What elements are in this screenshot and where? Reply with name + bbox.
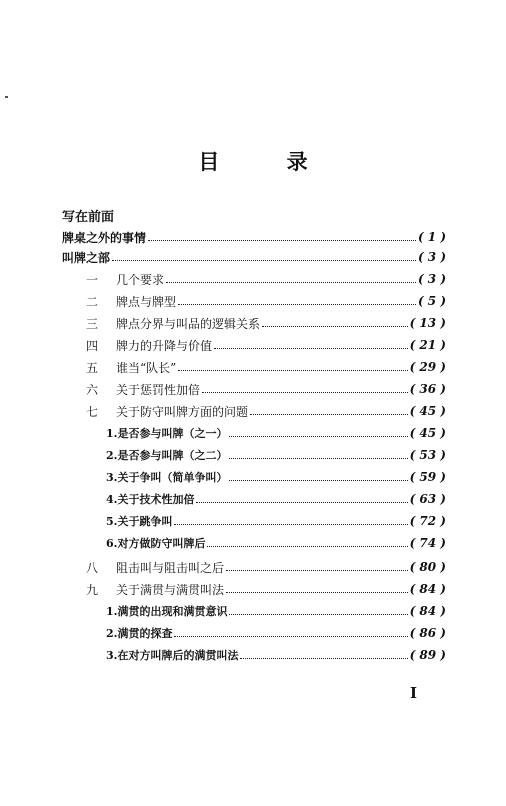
toc-subentry[interactable] xyxy=(106,468,446,486)
toc-page-number: ( 29 ) xyxy=(409,360,446,374)
toc-page-number: ( 5 ) xyxy=(417,294,446,308)
toc-entry-label: 牌力的升降与价值 xyxy=(116,338,213,353)
toc-entry[interactable] xyxy=(86,270,446,288)
toc-subentry[interactable] xyxy=(106,512,446,530)
toc-entry[interactable] xyxy=(86,580,446,598)
dot-leader xyxy=(178,304,416,305)
toc-entry[interactable] xyxy=(62,248,446,266)
toc-entry[interactable] xyxy=(86,558,446,576)
dot-leader xyxy=(174,524,407,525)
dot-leader xyxy=(207,546,407,547)
toc-page-number: ( 84 ) xyxy=(409,604,446,618)
toc-entry-label: 谁当“队长” xyxy=(116,360,177,375)
dot-leader xyxy=(229,480,407,481)
toc-entry-label: 几个要求 xyxy=(116,272,165,287)
page-marker: I xyxy=(410,684,418,702)
toc-entry-label: 1.满贯的出现和满贯意识 xyxy=(106,605,228,618)
dot-leader xyxy=(229,458,407,459)
toc-page-number: ( 45 ) xyxy=(409,404,446,418)
toc-entry-label: 1.是否参与叫牌（之一） xyxy=(106,427,228,440)
toc-entry-label: 关于满贯与满贯叫法 xyxy=(116,582,225,597)
toc-entry[interactable] xyxy=(86,336,446,354)
toc-entry-label: 6.对方做防守叫牌后 xyxy=(106,537,206,550)
page-title: 目 录 xyxy=(198,149,338,174)
dot-leader xyxy=(178,370,407,371)
toc-entry-label: 牌点分界与叫品的逻辑关系 xyxy=(116,316,261,331)
toc-page-number: ( 59 ) xyxy=(409,470,446,484)
toc-entry[interactable] xyxy=(86,314,446,332)
toc-page-number: ( 63 ) xyxy=(409,492,446,506)
toc-subentry[interactable] xyxy=(106,534,446,552)
toc-page-number: ( 86 ) xyxy=(409,626,446,640)
chapter-number: 九 xyxy=(86,582,99,597)
toc-entry-label: 阻击叫与阻击叫之后 xyxy=(116,560,225,575)
dot-leader xyxy=(240,658,407,659)
toc-entry[interactable] xyxy=(86,402,446,420)
toc-entry-label: 牌点与牌型 xyxy=(116,294,177,309)
chapter-number: 四 xyxy=(86,338,99,353)
dot-leader xyxy=(112,260,416,261)
toc-page-number: ( 21 ) xyxy=(409,338,446,352)
dot-leader xyxy=(148,240,416,241)
toc-subentry[interactable] xyxy=(106,490,446,508)
toc-entry-label: 5.关于跳争叫 xyxy=(106,515,173,528)
toc-subentry[interactable] xyxy=(106,624,446,642)
toc-page-number: ( 72 ) xyxy=(409,514,446,528)
toc-page-number: ( 3 ) xyxy=(417,272,446,286)
dot-leader xyxy=(166,282,416,283)
chapter-number: 二 xyxy=(86,294,99,309)
chapter-number: 七 xyxy=(86,404,99,419)
toc-subentry[interactable] xyxy=(106,646,446,664)
toc-page-number: ( 36 ) xyxy=(409,382,446,396)
toc-entry[interactable] xyxy=(62,228,446,246)
chapter-number: 三 xyxy=(86,316,99,331)
toc-entry-label: 4.关于技术性加倍 xyxy=(106,493,195,506)
toc-entry-label: 关于防守叫牌方面的问题 xyxy=(116,404,249,419)
chapter-number: 五 xyxy=(86,360,99,375)
dot-leader xyxy=(226,570,408,571)
toc-subentry[interactable] xyxy=(106,602,446,620)
dot-leader xyxy=(196,502,407,503)
dot-leader xyxy=(226,592,408,593)
toc-entry-label: 关于惩罚性加倍 xyxy=(116,382,201,397)
toc-entry-label: 牌桌之外的事情 xyxy=(62,230,147,245)
toc-entry-label: 2.是否参与叫牌（之二） xyxy=(106,449,228,462)
toc-page-number: ( 53 ) xyxy=(409,448,446,462)
toc-entry[interactable] xyxy=(86,358,446,376)
toc-entry-label: 2.满贯的探查 xyxy=(106,627,173,640)
dot-leader xyxy=(202,392,408,393)
toc-page-number: ( 89 ) xyxy=(409,648,446,662)
toc-entry-label: 叫牌之部 xyxy=(62,250,111,265)
chapter-number: 一 xyxy=(86,272,99,287)
toc-page-number: ( 13 ) xyxy=(409,316,446,330)
toc-page-number: ( 45 ) xyxy=(409,426,446,440)
dot-leader xyxy=(214,348,408,349)
toc-page-number: ( 1 ) xyxy=(417,230,446,244)
toc-page-number: ( 80 ) xyxy=(409,560,446,574)
dot-leader xyxy=(229,436,407,437)
dot-leader xyxy=(174,636,407,637)
dot-leader xyxy=(262,326,408,327)
toc-subentry[interactable] xyxy=(106,424,446,442)
preface-heading: 写在前面 xyxy=(62,210,115,225)
toc-page-number: ( 74 ) xyxy=(409,536,446,550)
toc-page-number: ( 3 ) xyxy=(417,250,446,264)
chapter-number: 六 xyxy=(86,382,99,397)
toc-entry[interactable] xyxy=(86,292,446,310)
toc-entry-label: 3.在对方叫牌后的满贯叫法 xyxy=(106,649,239,662)
toc-entry[interactable] xyxy=(86,380,446,398)
toc-page-number: ( 84 ) xyxy=(409,582,446,596)
scan-speck xyxy=(5,96,8,98)
toc-entry-label: 3.关于争叫（简单争叫） xyxy=(106,471,228,484)
chapter-number: 八 xyxy=(86,560,99,575)
dot-leader xyxy=(250,414,408,415)
dot-leader xyxy=(229,614,407,615)
toc-subentry[interactable] xyxy=(106,446,446,464)
